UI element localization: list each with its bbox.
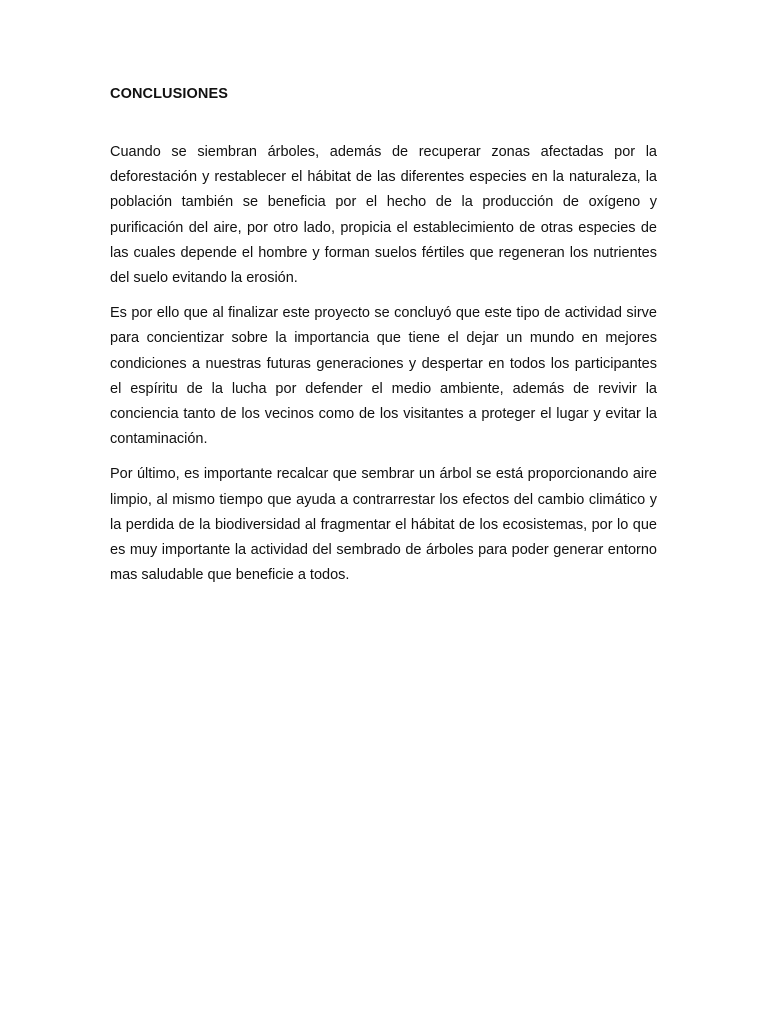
document-page: [110, 84, 657, 598]
paragraph-1: Cuando se siembran árboles, además de recuperar zonas afectadas por la deforestación y restablecer el hábitat de las diferentes especies en la naturaleza, la población también se beneficia por el hecho de la producción de oxígeno y purificación del aire, por otro lado, propicia el establecimiento de otras especies de las cuales depende el hombre y forman suelos fértiles que regeneran los nutrientes del suelo evitando la erosión.: [110, 144, 657, 287]
paragraph-2: Es por ello que al finalizar este proyecto se concluyó que este tipo de actividad sirve para concientizar sobre la importancia que tiene el dejar un mundo en mejores condiciones a nuestras futuras generaciones y despertar en todos los participantes el espíritu de la lucha por defender el medio ambiente, además de revivir la conciencia tanto de los vecinos como de los visitantes a proteger el lugar y evitar la contaminación.: [110, 305, 657, 448]
page-title: CONCLUSIONES: [110, 86, 229, 102]
paragraph-3: Por último, es importante recalcar que sembrar un árbol se está proporcionando aire limpio, al mismo tiempo que ayuda a contrarrestar los efectos del cambio climático y la perdida de la biodiversidad al fragmentar el hábitat de los ecosistemas, por lo que es muy importante la actividad del sembrado de árboles para poder generar entorno mas saludable que beneficie a todos.: [110, 466, 657, 584]
